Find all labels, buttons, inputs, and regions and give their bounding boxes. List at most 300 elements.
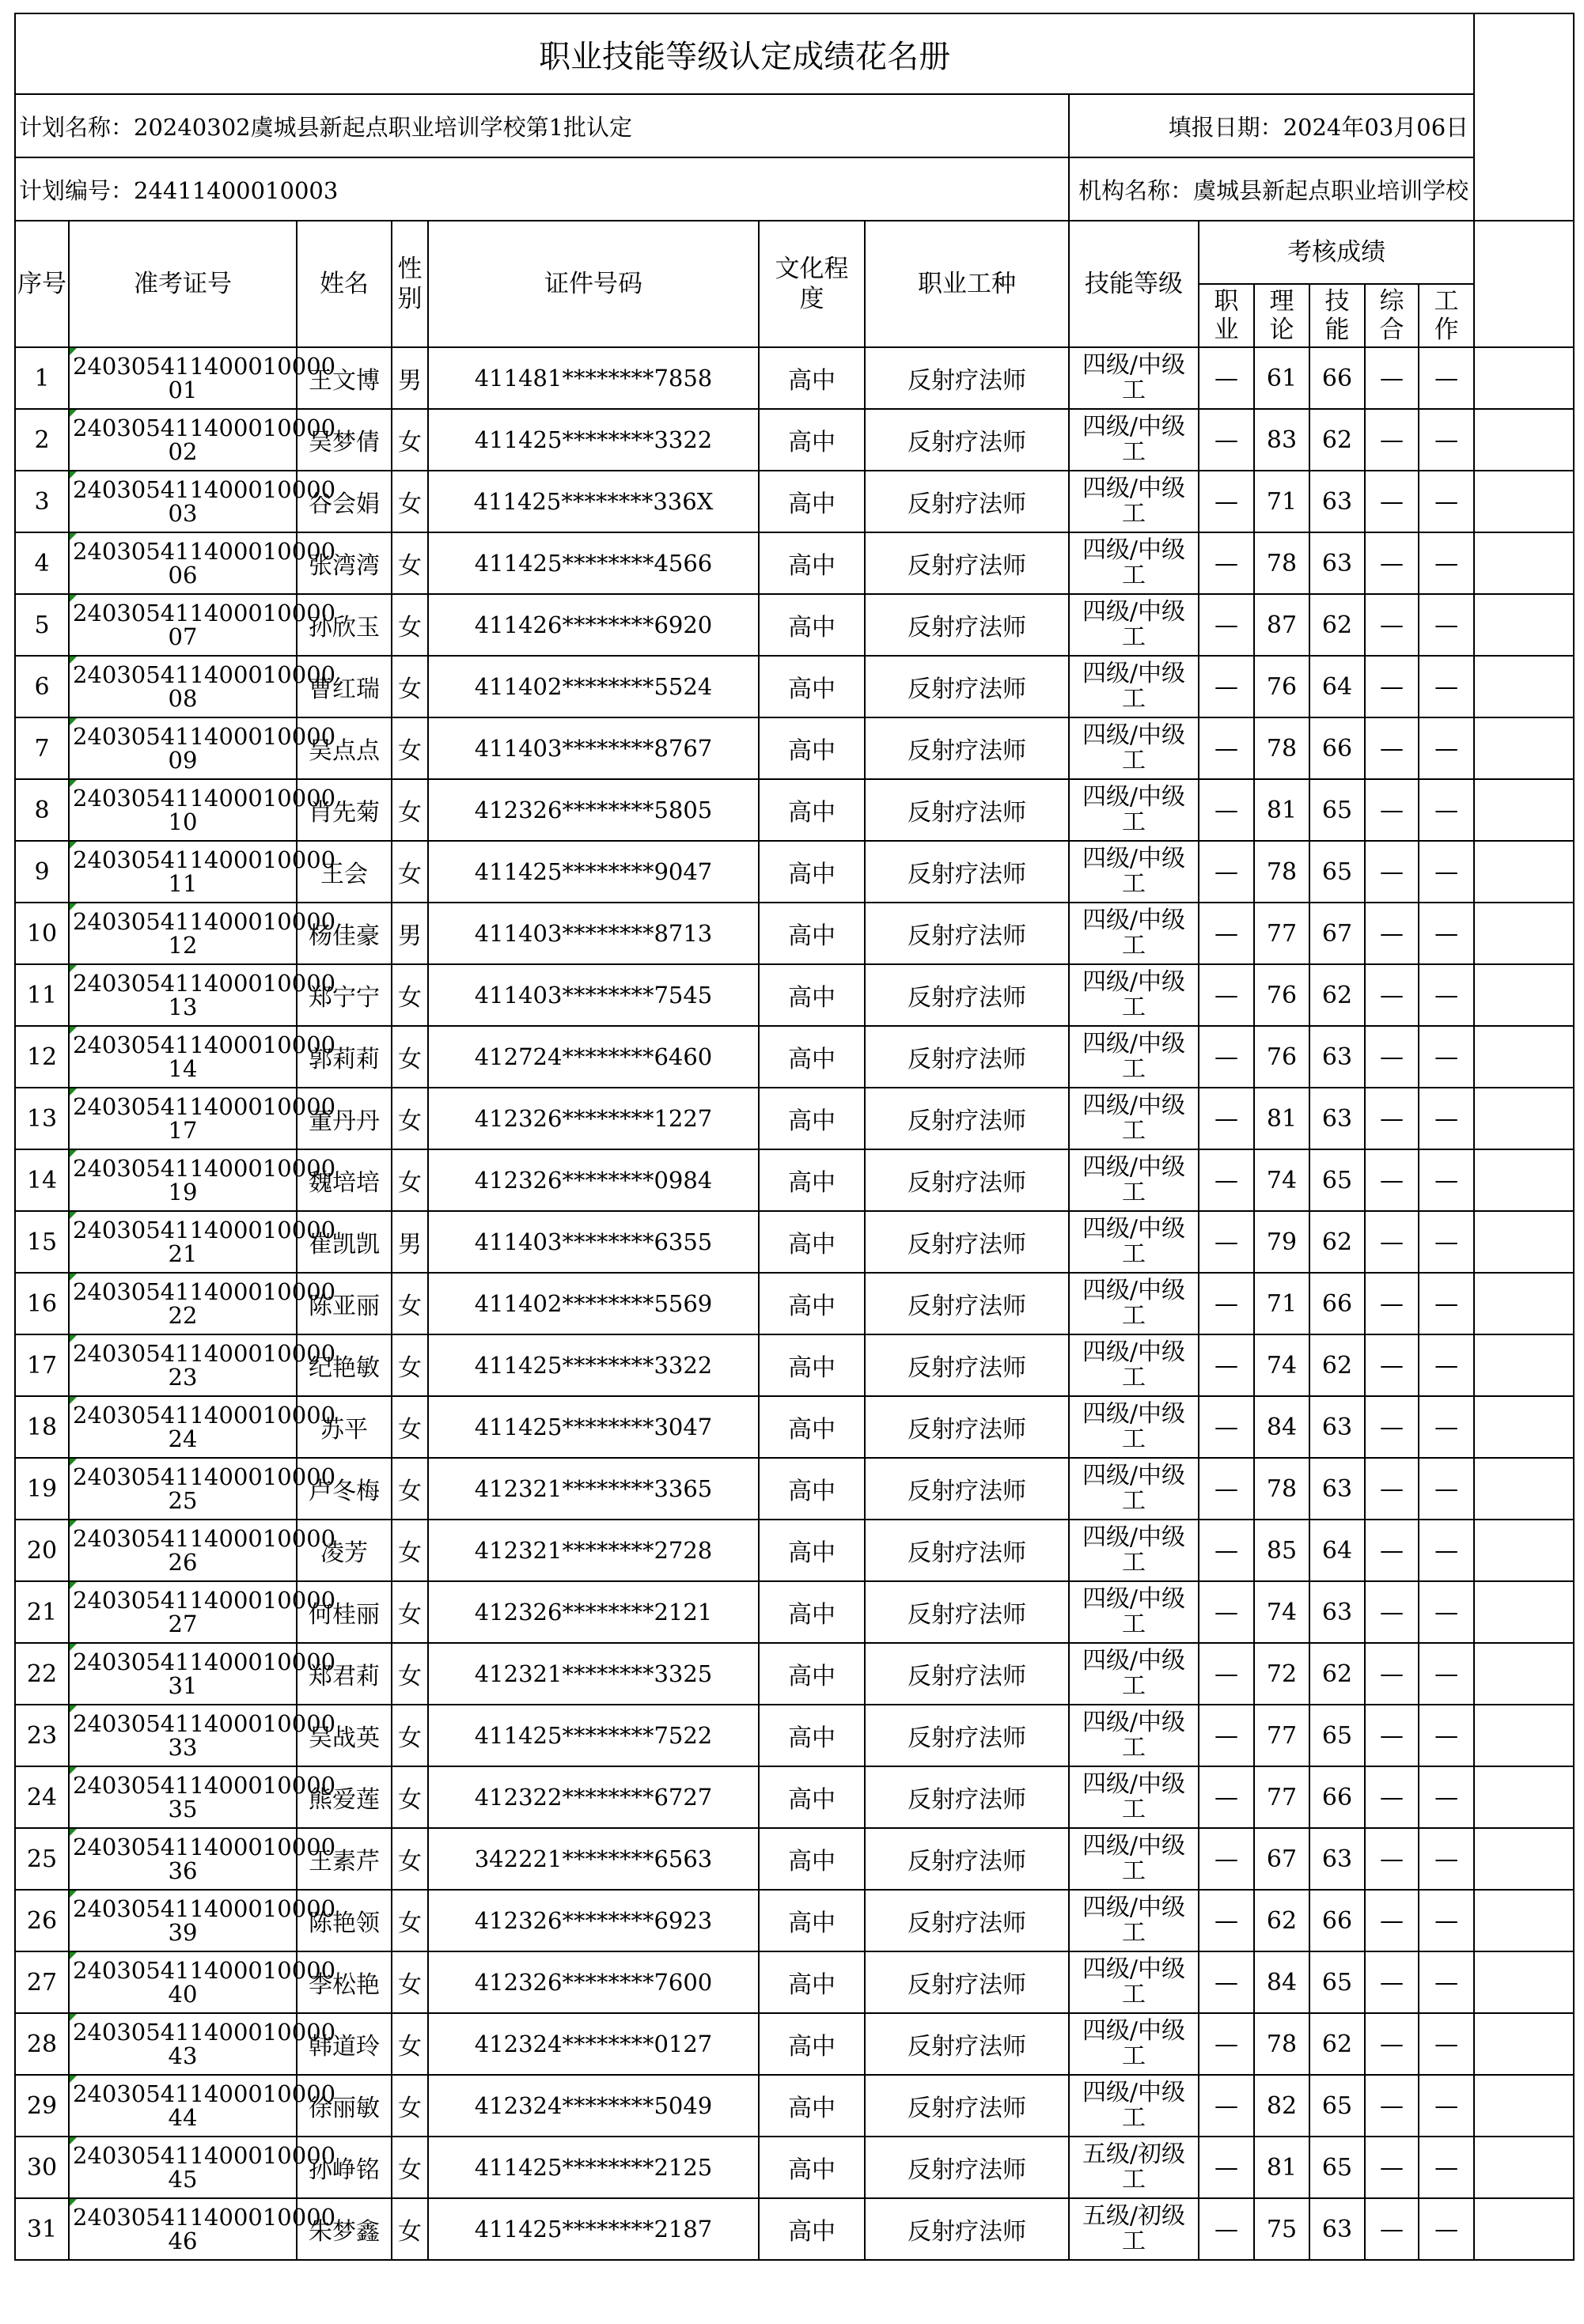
level-line-1: 四级/中级 [1082,1832,1186,1860]
row-name: 熊爱莲 [297,1766,392,1828]
row-score-work: — [1419,1643,1474,1705]
cell-marker-icon [70,1459,77,1466]
table-row [15,1396,1574,1458]
cell-marker-icon [70,1212,77,1219]
row-gender: 女 [392,964,428,1026]
level-line-2: 工 [1122,1796,1146,1823]
row-level [1069,1088,1199,1149]
row-id-number: 412321********3325 [428,1643,759,1705]
row-education: 高中 [759,594,865,656]
row-score-vocational: — [1199,2013,1254,2075]
table-row [15,1705,1574,1766]
row-score-work: — [1419,1396,1474,1458]
row-job: 反射疗法师 [865,347,1069,409]
level-line-2: 工 [1122,1117,1146,1145]
row-job: 反射疗法师 [865,717,1069,779]
row-seq: 12 [15,1026,69,1088]
row-ticket [69,2075,336,2137]
ticket-line-2: 33 [168,1734,198,1761]
row-level [1069,347,1199,409]
row-ticket [69,903,336,964]
row-score-theory: 77 [1254,1705,1309,1766]
table-row [15,1334,1574,1396]
cell-marker-icon [70,1150,77,1157]
row-ticket [69,1890,336,1951]
level-line-1: 四级/中级 [1082,1585,1186,1613]
row-score-skill: 63 [1309,532,1365,594]
row-score-skill: 67 [1309,903,1365,964]
row-seq: 28 [15,2013,69,2075]
blank-side-cell [1474,2013,1574,2075]
row-score-work: — [1419,841,1474,903]
row-score-theory: 71 [1254,471,1309,532]
row-score-work: — [1419,656,1474,717]
level-line-2: 工 [1122,1364,1146,1391]
row-job: 反射疗法师 [865,2075,1069,2137]
table-row [15,2013,1574,2075]
cell-marker-icon [70,1891,77,1898]
row-education: 高中 [759,1643,865,1705]
level-line-1: 四级/中级 [1082,783,1186,811]
row-seq: 9 [15,841,69,903]
row-score-vocational: — [1199,1890,1254,1951]
table-row [15,1211,1574,1273]
table-row [15,532,1574,594]
row-score-skill: 63 [1309,2198,1365,2260]
cell-marker-icon [70,718,77,725]
row-gender: 男 [392,1211,428,1273]
row-name: 何桂丽 [297,1581,392,1643]
row-level [1069,1520,1199,1581]
row-level [1069,1273,1199,1334]
row-score-theory: 74 [1254,1149,1309,1211]
level-line-1: 四级/中级 [1082,1894,1186,1921]
row-score-vocational: — [1199,1520,1254,1581]
row-seq: 2 [15,409,69,471]
table-row [15,471,1574,532]
row-gender: 女 [392,1890,428,1951]
row-id-number: 412324********5049 [428,2075,759,2137]
row-level [1069,1211,1199,1273]
row-score-vocational: — [1199,841,1254,903]
header-seq: 序号 [15,221,69,347]
row-name: 朱梦鑫 [297,2198,392,2260]
level-line-2: 工 [1122,1549,1146,1576]
row-score-comprehensive: — [1365,1951,1419,2013]
ticket-line-2: 12 [168,932,198,959]
level-line-2: 工 [1122,932,1146,960]
row-id-number: 412321********3365 [428,1458,759,1520]
row-seq: 10 [15,903,69,964]
ticket-line-2: 08 [168,685,198,712]
ticket-line-2: 40 [168,1981,198,2008]
row-ticket [69,1149,336,1211]
blank-side-cell [1474,1643,1574,1705]
cell-marker-icon [70,1767,77,1774]
row-score-theory: 74 [1254,1581,1309,1643]
blank-side-cell [1474,1149,1574,1211]
row-ticket [69,1643,336,1705]
row-ticket [69,594,336,656]
blank-side-cell [1474,1211,1574,1273]
row-name: 韩道玲 [297,2013,392,2075]
row-id-number: 412321********2728 [428,1520,759,1581]
table-row [15,1828,1574,1890]
ticket-line-1: 240305411400010000 [73,1957,336,1984]
blank-side-cell [1474,2075,1574,2137]
row-seq: 30 [15,2137,69,2198]
row-score-theory: 78 [1254,717,1309,779]
ticket-line-2: 17 [168,1117,198,1144]
row-score-vocational: — [1199,1766,1254,1828]
ticket-line-1: 240305411400010000 [73,1525,336,1552]
row-score-skill: 65 [1309,1705,1365,1766]
row-level [1069,779,1199,841]
row-score-comprehensive: — [1365,1581,1419,1643]
blank-side-cell [1474,964,1574,1026]
row-level [1069,1766,1199,1828]
cell-marker-icon [70,1088,77,1096]
row-id-number: 412326********5805 [428,779,759,841]
plan-name: 计划名称：20240302虞城县新起点职业培训学校第1批认定 [15,94,1069,157]
cell-marker-icon [70,2137,77,2144]
row-score-work: — [1419,1149,1474,1211]
row-education: 高中 [759,2137,865,2198]
row-gender: 女 [392,1643,428,1705]
row-score-comprehensive: — [1365,2075,1419,2137]
fill-date: 填报日期：2024年03月06日 [1069,94,1474,157]
ticket-line-2: 36 [168,1857,198,1884]
row-score-work: — [1419,1890,1474,1951]
row-level [1069,1334,1199,1396]
row-score-comprehensive: — [1365,1149,1419,1211]
row-score-vocational: — [1199,2075,1254,2137]
row-score-skill: 65 [1309,779,1365,841]
row-score-vocational: — [1199,903,1254,964]
row-name: 董丹丹 [297,1088,392,1149]
row-name: 张湾湾 [297,532,392,594]
ticket-line-2: 19 [168,1179,198,1206]
ticket-line-2: 11 [168,870,198,897]
ticket-line-2: 10 [168,808,198,835]
cell-marker-icon [70,595,77,602]
row-job: 反射疗法师 [865,2137,1069,2198]
ticket-line-2: 43 [168,2042,198,2069]
row-score-theory: 71 [1254,1273,1309,1334]
row-ticket [69,1766,336,1828]
table-row [15,1026,1574,1088]
row-job: 反射疗法师 [865,964,1069,1026]
level-line-2: 工 [1122,2042,1146,2070]
row-ticket [69,2198,336,2260]
header-name: 姓名 [297,221,392,347]
table-row [15,2198,1574,2260]
level-line-2: 工 [1122,1611,1146,1638]
ticket-line-2: 06 [168,562,198,589]
row-level [1069,1458,1199,1520]
row-score-comprehensive: — [1365,1334,1419,1396]
row-score-theory: 74 [1254,1334,1309,1396]
level-line-2: 工 [1122,1857,1146,1885]
row-ticket [69,1458,336,1520]
blank-side-cell [1474,779,1574,841]
row-id-number: 411425********3322 [428,409,759,471]
row-id-number: 411425********3047 [428,1396,759,1458]
ticket-line-2: 39 [168,1919,198,1946]
cell-marker-icon [70,1397,77,1404]
ticket-line-1: 240305411400010000 [73,1710,336,1737]
ticket-line-1: 240305411400010000 [73,2080,336,2107]
row-job: 反射疗法师 [865,532,1069,594]
ticket-line-2: 46 [168,2227,198,2254]
row-seq: 26 [15,1890,69,1951]
level-line-1: 四级/中级 [1082,413,1186,441]
cell-marker-icon [70,842,77,849]
row-level [1069,656,1199,717]
header-score-theory: 理论 [1254,284,1309,347]
row-level [1069,594,1199,656]
level-line-2: 工 [1122,1302,1146,1330]
row-ticket [69,471,336,532]
header-score-vocational: 职业 [1199,284,1254,347]
blank-side-cell [1474,409,1574,471]
ticket-line-2: 26 [168,1549,198,1576]
ticket-line-1: 240305411400010000 [73,476,336,503]
cell-marker-icon [70,2199,77,2206]
ticket-line-1: 240305411400010000 [73,1031,336,1058]
row-id-number: 411425********3322 [428,1334,759,1396]
table-row [15,1520,1574,1581]
level-line-2: 工 [1122,1179,1146,1206]
level-line-2: 工 [1122,747,1146,774]
row-score-theory: 78 [1254,532,1309,594]
row-gender: 女 [392,2013,428,2075]
row-id-number: 411425********4566 [428,532,759,594]
row-score-comprehensive: — [1365,779,1419,841]
row-level [1069,964,1199,1026]
row-score-work: — [1419,2137,1474,2198]
row-education: 高中 [759,409,865,471]
row-gender: 女 [392,1026,428,1088]
level-line-1: 五级/初级 [1082,2202,1186,2230]
row-job: 反射疗法师 [865,656,1069,717]
row-ticket [69,2137,336,2198]
table-row [15,779,1574,841]
row-ticket [69,779,336,841]
row-score-comprehensive: — [1365,2137,1419,2198]
row-education: 高中 [759,347,865,409]
row-seq: 21 [15,1581,69,1643]
level-line-2: 工 [1122,438,1146,466]
row-score-theory: 81 [1254,2137,1309,2198]
row-score-theory: 83 [1254,409,1309,471]
row-score-skill: 64 [1309,656,1365,717]
header-gender: 性别 [392,221,428,347]
table-row [15,1273,1574,1334]
row-education: 高中 [759,1766,865,1828]
row-score-skill: 62 [1309,1643,1365,1705]
row-score-theory: 78 [1254,841,1309,903]
cell-marker-icon [70,1829,77,1836]
row-name: 郑君莉 [297,1643,392,1705]
row-seq: 16 [15,1273,69,1334]
row-score-skill: 63 [1309,1458,1365,1520]
row-ticket [69,1334,336,1396]
row-score-vocational: — [1199,1643,1254,1705]
ticket-line-2: 45 [168,2166,198,2193]
ticket-line-2: 24 [168,1425,198,1452]
row-name: 孙峥铭 [297,2137,392,2198]
cell-marker-icon [70,533,77,540]
row-gender: 女 [392,656,428,717]
row-score-vocational: — [1199,1828,1254,1890]
row-level [1069,532,1199,594]
row-score-work: — [1419,1273,1474,1334]
row-level [1069,1705,1199,1766]
ticket-line-1: 240305411400010000 [73,2019,336,2046]
row-job: 反射疗法师 [865,1458,1069,1520]
row-seq: 25 [15,1828,69,1890]
row-score-vocational: — [1199,717,1254,779]
ticket-line-2: 02 [168,438,198,465]
blank-side-cell [1474,1581,1574,1643]
row-education: 高中 [759,1026,865,1088]
row-gender: 女 [392,1273,428,1334]
row-score-theory: 77 [1254,1766,1309,1828]
ticket-line-1: 240305411400010000 [73,2142,336,2169]
level-line-2: 工 [1122,994,1146,1021]
row-job: 反射疗法师 [865,471,1069,532]
row-score-theory: 76 [1254,964,1309,1026]
row-name: 曹红瑞 [297,656,392,717]
ticket-line-1: 240305411400010000 [73,538,336,565]
row-id-number: 412326********7600 [428,1951,759,2013]
table-row [15,1643,1574,1705]
row-name: 凌芳 [297,1520,392,1581]
row-education: 高中 [759,903,865,964]
row-gender: 女 [392,532,428,594]
row-score-vocational: — [1199,656,1254,717]
row-ticket [69,1088,336,1149]
row-seq: 27 [15,1951,69,2013]
row-score-skill: 66 [1309,347,1365,409]
blank-side-cell [1474,1334,1574,1396]
row-score-vocational: — [1199,471,1254,532]
row-name: 郭莉莉 [297,1026,392,1088]
row-seq: 19 [15,1458,69,1520]
cell-marker-icon [70,1952,77,1959]
ticket-line-2: 22 [168,1302,198,1329]
row-id-number: 412326********1227 [428,1088,759,1149]
row-score-comprehensive: — [1365,1088,1419,1149]
blank-side-cell [1474,1026,1574,1088]
row-ticket [69,532,336,594]
row-ticket [69,1211,336,1273]
ticket-line-1: 240305411400010000 [73,1155,336,1182]
row-score-comprehensive: — [1365,2013,1419,2075]
row-ticket [69,717,336,779]
row-score-vocational: — [1199,2137,1254,2198]
row-score-skill: 65 [1309,1149,1365,1211]
row-score-skill: 62 [1309,2013,1365,2075]
ticket-line-1: 240305411400010000 [73,1463,336,1490]
level-line-1: 四级/中级 [1082,598,1186,626]
row-name: 吴战英 [297,1705,392,1766]
row-id-number: 411403********8767 [428,717,759,779]
ticket-line-1: 240305411400010000 [73,1093,336,1120]
row-name: 吴点点 [297,717,392,779]
row-score-work: — [1419,1581,1474,1643]
blank-side-cell [1474,1273,1574,1334]
ticket-line-1: 240305411400010000 [73,723,336,750]
row-score-comprehensive: — [1365,471,1419,532]
row-score-comprehensive: — [1365,717,1419,779]
row-ticket [69,841,336,903]
row-level [1069,1828,1199,1890]
blank-side-cell [1474,1828,1574,1890]
row-id-number: 411426********6920 [428,594,759,656]
level-line-1: 四级/中级 [1082,660,1186,687]
table-row [15,1951,1574,2013]
row-score-theory: 62 [1254,1890,1309,1951]
row-seq: 29 [15,2075,69,2137]
row-gender: 女 [392,409,428,471]
row-score-theory: 61 [1254,347,1309,409]
row-gender: 女 [392,841,428,903]
ticket-line-1: 240305411400010000 [73,1217,336,1243]
blank-side-cell [1474,1458,1574,1520]
row-score-skill: 65 [1309,841,1365,903]
row-score-comprehensive: — [1365,1828,1419,1890]
org-name: 机构名称：虞城县新起点职业培训学校 [1069,157,1474,221]
ticket-line-2: 07 [168,623,198,650]
row-score-vocational: — [1199,409,1254,471]
level-line-1: 四级/中级 [1082,1153,1186,1181]
row-education: 高中 [759,471,865,532]
cell-marker-icon [70,903,77,910]
row-job: 反射疗法师 [865,2013,1069,2075]
row-ticket [69,1520,336,1581]
cell-marker-icon [70,348,77,355]
row-job: 反射疗法师 [865,1766,1069,1828]
row-gender: 女 [392,1828,428,1890]
cell-marker-icon [70,1705,77,1713]
ticket-line-1: 240305411400010000 [73,785,336,812]
row-score-vocational: — [1199,1211,1254,1273]
blank-side-cell [1474,221,1574,347]
level-line-1: 四级/中级 [1082,845,1186,872]
row-score-theory: 79 [1254,1211,1309,1273]
row-level [1069,2137,1199,2198]
row-seq: 17 [15,1334,69,1396]
blank-side-cell [1474,532,1574,594]
header-level: 技能等级 [1069,221,1199,347]
ticket-line-1: 240305411400010000 [73,1278,336,1305]
row-score-vocational: — [1199,1581,1254,1643]
blank-side-cell [1474,347,1574,409]
row-score-vocational: — [1199,1088,1254,1149]
cell-marker-icon [70,965,77,972]
row-seq: 13 [15,1088,69,1149]
ticket-line-1: 240305411400010000 [73,414,336,441]
cell-marker-icon [70,471,77,479]
row-score-comprehensive: — [1365,1458,1419,1520]
row-name: 王素芹 [297,1828,392,1890]
row-score-skill: 66 [1309,1273,1365,1334]
row-name: 陈艳领 [297,1890,392,1951]
row-education: 高中 [759,1705,865,1766]
row-ticket [69,1026,336,1088]
